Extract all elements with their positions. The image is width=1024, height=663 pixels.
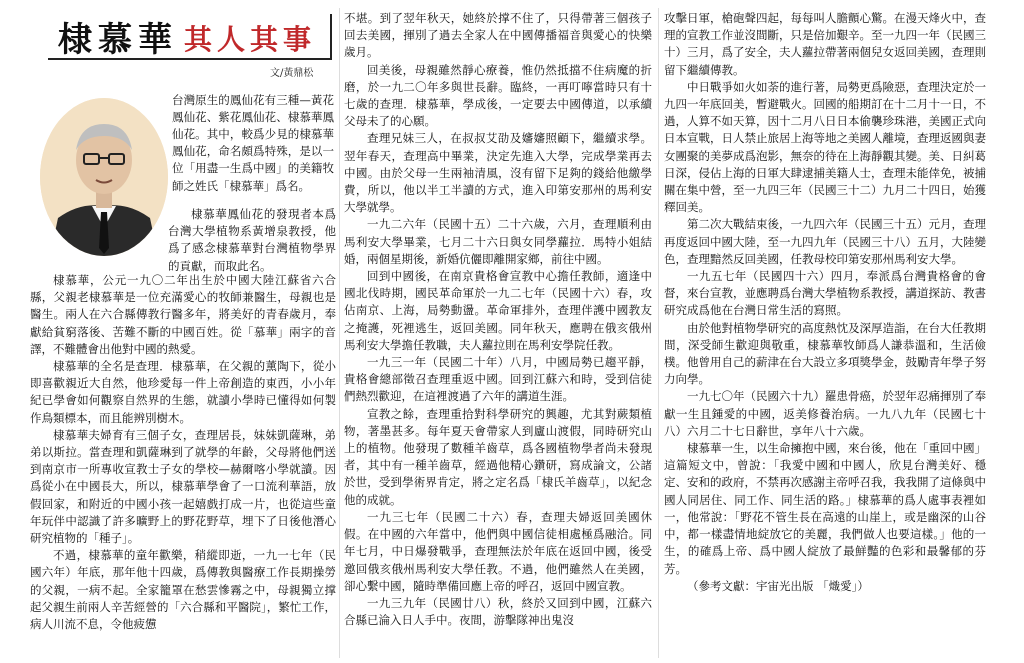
paragraph: 第二次大戰結束後，一九四六年（民國三十五）元月，查理再度返回中國大陸，至一九四九年（民國三十八）五月，大陸變色，查理黯然反回美國，任教母校印第安那州馬利安大學。	[664, 217, 986, 266]
paragraph: 一九七〇年（民國六十九）羅患骨癌，於翌年忍痛揮別了奉獻一生且鍾愛的中國，返美修養治病。一九八九年（民國七十八）六月二十七日辭世，享年八十六歲。	[664, 389, 986, 438]
paragraph: 中日戰爭如火如荼的進行著，局勢更爲險惡，查理決定於一九四一年底回美，暫避戰火。回國的船期訂在十二月十一日，不過，人算不如天算，因十二月八日日本偷襲珍珠港，美國正式向日本宣戰，日人禁止旅居上海等地之美國人離境，查理返國與妻女團聚的美夢成爲泡影，無奈的待在上海靜觀其變。美、日糾葛日深，侵佔上海的日軍大肆逮捕美籍人士，查理未能倖免，被捕關在集中營，至一九四三年（民國三十二）九月二十四日，始獲釋回美。	[664, 79, 986, 215]
intro-wrap-text	[172, 80, 334, 206]
paragraph: 宣教之餘，查理重拾對科學研究的興趣，尤其對蕨類植物，著墨甚多。每年夏天會帶家人到廬山渡假，同時研究山上的植物。他發現了數種羊齒草，爲各國植物學者尚未發現者，其中有一種羊齒草，經過他精心鑽研，寫成論文，公諸於世，受到學術界肯定，將之定名爲「棣氏羊齒草」，以紀念他的成就。	[344, 406, 652, 507]
paragraph: 由於他對植物學研究的高度熱忱及深厚造詣，在台大任教期間，深受師生歡迎與敬重，棣慕華牧師爲人謙恭溫和，生活儉樸。他曾用自己的薪津在台大設立多項獎學金，鼓勵青年學子努力向學。	[664, 320, 986, 387]
portrait-photo	[40, 98, 168, 256]
paragraph: 棣慕華鳳仙花的發現者本爲台灣大學植物系黃增泉教授，他爲了感念棣慕華對台灣植物學界的貢獻，而取此名。	[168, 207, 336, 273]
paragraph: 一九五七年（民國四十六）四月，奉派爲台灣貴格會的會督，來台宣教，並應聘爲台灣大學植物系教授，講道探訪、教書研究成爲他在台灣日常生活的寫照。	[664, 269, 986, 318]
paragraph: 不過，棣慕華的童年歡樂，稍縱即逝，一九一七年（民國六年）年底，那年他十四歲，爲傳教與醫療工作長期操勞的父親，一病不起。全家籠罩在愁雲慘霧之中，母親獨立撑起父親生前兩人辛苦經營的「六合縣和平醫院」，繁忙工作，病人川流不息，令他疲憊	[30, 548, 336, 632]
paragraph: 棣慕華一生，以生命擁抱中國，來台後，他在「重回中國」這篇短文中，曾說：「我愛中國和中國人，欣見台灣美好、穩定、安和的政府，不禁再次感謝主帝呼召我，我我開了這條與中國人同居住、同工作、同生活的路。」棣慕華的爲人處事表裡如一，他常說：「野花不管生長在高遠的山崖上，或是幽深的山谷中，都一樣盡情地綻放它的美麗，我們做人也要這樣。」他的一生，的確爲上帝、爲中國人綻放了最鮮豔的色彩和最馨郁的芬芳。	[664, 441, 986, 576]
reference-note: （參考文獻：宇宙光出版 「熾愛」）	[687, 578, 869, 593]
paragraph: 一九三九年（民國廿八）秋，終於又回到中國，江蘇六合縣已淪入日人手中。夜間，游擊隊神出鬼沒	[344, 595, 652, 628]
column-3	[664, 10, 986, 595]
portrait-illustration	[40, 98, 168, 256]
paragraph: 棣慕華夫婦育有三個子女，查理居長，妹妹凱薩琳，弟弟以斯拉。當查理和凱薩琳到了就學的年齡，父母將他們送到南京市一所專收宣教士子女的學校—赫爾喀小學就讀。因爲從小在中國長大，所以，棣慕華學會了一口流利華語，放假回家，和附近的中國小孩一起嬉戲打成一片，也從這些童年玩伴中認識了許多曠野上的野花野草，埋下了日後他潛心研究植物的「種子」。	[30, 427, 336, 546]
column-divider	[658, 8, 659, 658]
article-subtitle: 其人其事	[184, 23, 317, 56]
paragraph: 查理兄妹三人，在叔叔艾劭及嬸嬸照顧下，繼續求學。翌年春天，查理高中畢業，決定先進入大學，完成學業再去中國。由於父母一生兩袖清風，沒有留下足夠的錢給他繳學費，所以，他以半工半讀的方式，進入印第安那州的馬利安大學就學。	[344, 131, 652, 215]
paragraph: 棣慕華的全名是查理．棣慕華，在父親的薰陶下，從小即喜歡親近大自然，他珍愛每一件上帝創造的東西，小小年紀已學會如何觀察自然界的生態，就讀小學時已懂得如何製作鳥類標本，而且能辨別樹木。	[30, 359, 336, 425]
intro-paragraph: 台灣原生的鳳仙花有三種—黃花鳳仙花、紫花鳳仙花、棣慕華鳳仙花。其中，較爲少見的棣慕華鳳仙花，命名頗爲特殊，是以一位「用盡一生爲中國」的美籍牧師之姓氏「棣慕華」爲名。	[172, 92, 334, 193]
paragraph: 不堪。到了翌年秋天，她終於撑不住了，只得帶著三個孩子回去美國，揮別了過去全家人在中國傳播福音與愛心的快樂歲月。	[344, 11, 652, 60]
paragraph: 棣慕華，公元一九〇二年出生於中國大陸江蘇省六合縣，父親老棣慕華是一位充滿愛心的牧師兼醫生，母親也是醫生。兩人在六合縣傳教行醫多年，將美好的青春歲月，奉獻給貧窮落後、苦難不斷的中國百姓。從「慕華」兩字的音譯，不難體會出他對中國的熱愛。	[30, 273, 336, 356]
paragraph: 攻擊日軍，槍砲聲四起，每每叫人膽顫心驚。在漫天烽火中，查理的宣教工作並沒間斷，只是倍加艱辛。至一九四一年（民國三十）三月，爲了安全，夫人蘿拉帶著兩個兒女返回美國，查理則留下繼續傳教。	[664, 11, 986, 77]
column1-continued	[168, 206, 336, 275]
paragraph: 一九三七年（民國二十六）春，查理夫婦返回美國休假。在中國的六年當中，他們與中國信徒相處極爲融洽。同年七月，中日爆發戰爭，查理無法於年底在返回中國，後受邀回俄亥俄州馬利安大學任教。不過，他們雖然人在美國，卻心繫中國，隨時準備回應上帝的呼召，返回中國宣教。	[344, 509, 652, 593]
article-title: 棣慕華	[58, 20, 178, 60]
column-1	[30, 272, 336, 633]
paragraph: 回到中國後，在南京貴格會宣教中心擔任教師，適逢中國北伐時期，國民革命軍於一九二七年（民國十六）春，攻佔南京、上海，局勢動盪。革命軍排外，查理伴護中國教友之掩護，死裡逃生，返回美國。同年秋天，應聘在俄亥俄州馬利安大學擔任教職，夫人蘿拉則在馬利安學院任教。	[344, 269, 652, 352]
author-byline: 文/黃鼎松	[270, 68, 314, 79]
column-2	[344, 10, 652, 629]
paragraph: 回美後，母親雖然靜心療養，惟仍然抵擋不住病魔的折磨，於一九二〇年多與世長辭。臨終，一再叮嚀當時只有十七歲的查理．棣慕華，學成後，一定要去中國傳道，以承續父母未了的心願。	[344, 62, 652, 129]
paragraph: 一九二六年（民國十五）二十六歲，六月，查理順利由馬利安大學畢業，七月二十六日與女同學蘿拉．馬特小姐結婚，兩個星期後，新婚伉儷即離開家鄉，前往中國。	[344, 217, 652, 266]
column-divider	[339, 8, 340, 658]
paragraph: 一九三一年（民國二十年）八月，中國局勢已趨平靜，貴格會總部徵召查理重返中國。回到江蘇六和時，受到信徒們熱烈歡迎，在這裡渡過了六年的講道生涯。	[344, 355, 652, 404]
